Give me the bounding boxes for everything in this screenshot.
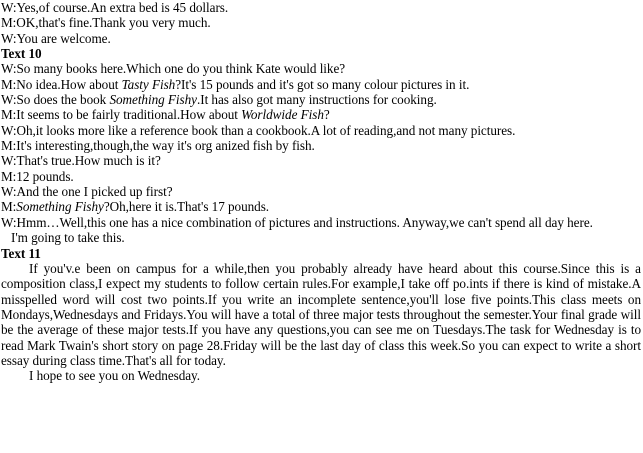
dialogue-line: W:You are welcome. (1, 30, 111, 46)
book-title: Something Fishy (16, 199, 104, 215)
book-title: Tasty Fish (121, 76, 176, 92)
dialogue-text: M:It seems to be fairly traditional.How about (1, 107, 242, 123)
section-heading-text-10: Text 10 (1, 46, 42, 62)
dialogue-line (1, 107, 641, 122)
dialogue-text: M: (1, 199, 17, 215)
dialogue-line: M:It's interesting,though,the way it's org anized fish by fish. (1, 138, 315, 154)
dialogue-line: W:Oh,it looks more like a reference book than a cookbook.A lot of reading,and not many pictures. (1, 122, 516, 138)
dialogue-line: W:So many books here.Which one do you think Kate would like? (1, 61, 346, 77)
section-heading-text-11: Text 11 (1, 245, 41, 261)
dialogue-line (1, 77, 641, 92)
dialogue-text: ?It's 15 pounds and it's got so many colour pictures in it. (175, 76, 470, 92)
monologue-closing: I hope to see you on Wednesday. (29, 368, 200, 384)
dialogue-text: M:No idea.How about (1, 76, 122, 92)
dialogue-line-continuation: I'm going to take this. (11, 230, 125, 246)
dialogue-text: .It has also got many instructions for cooking. (196, 92, 437, 108)
dialogue-line: W:That's true.How much is it? (1, 153, 161, 169)
dialogue-line (1, 92, 641, 107)
document-page (1, 0, 641, 384)
dialogue-line: W:And the one I picked up first? (1, 184, 173, 200)
dialogue-text: ? (323, 107, 330, 123)
dialogue-line: W:Yes,of course.An extra bed is 45 dollars. (1, 0, 229, 15)
dialogue-line: M:12 pounds. (1, 168, 74, 184)
dialogue-line (1, 199, 641, 214)
dialogue-line: W:Hmm…Well,this one has a nice combination of pictures and instructions. Anyway,we can't spend all day here. (1, 214, 593, 230)
dialogue-text: ?Oh,here it is.That's 17 pounds. (103, 199, 270, 215)
book-title: Something Fishy (109, 92, 197, 108)
monologue-paragraph: If you'v.e been on campus for a while,then you probably already have heard about this course.Since this is a composition class,I expect my students to follow certain rules.For example,I take off po.ints if there is kind of mistake.A misspelled word will cost two points.If you write an incomplete sentence,you'll lose five points.This class meets on Mondays,Wednesdays and Fridays.You will have a total of three major tests throughout the semester.Your final grade will be the average of these major tests.If you have any questions,you can see me on Tuesdays.The task for Wednesday is to read Mark Twain's short story on page 28.Friday will be the last day of class this week.So you can expect to write a short essay during class time.That's all for today. (1, 260, 641, 368)
dialogue-line: M:OK,that's fine.Thank you very much. (1, 15, 211, 31)
book-title: Worldwide Fish (241, 107, 324, 123)
dialogue-text: W:So does the book (1, 92, 110, 108)
